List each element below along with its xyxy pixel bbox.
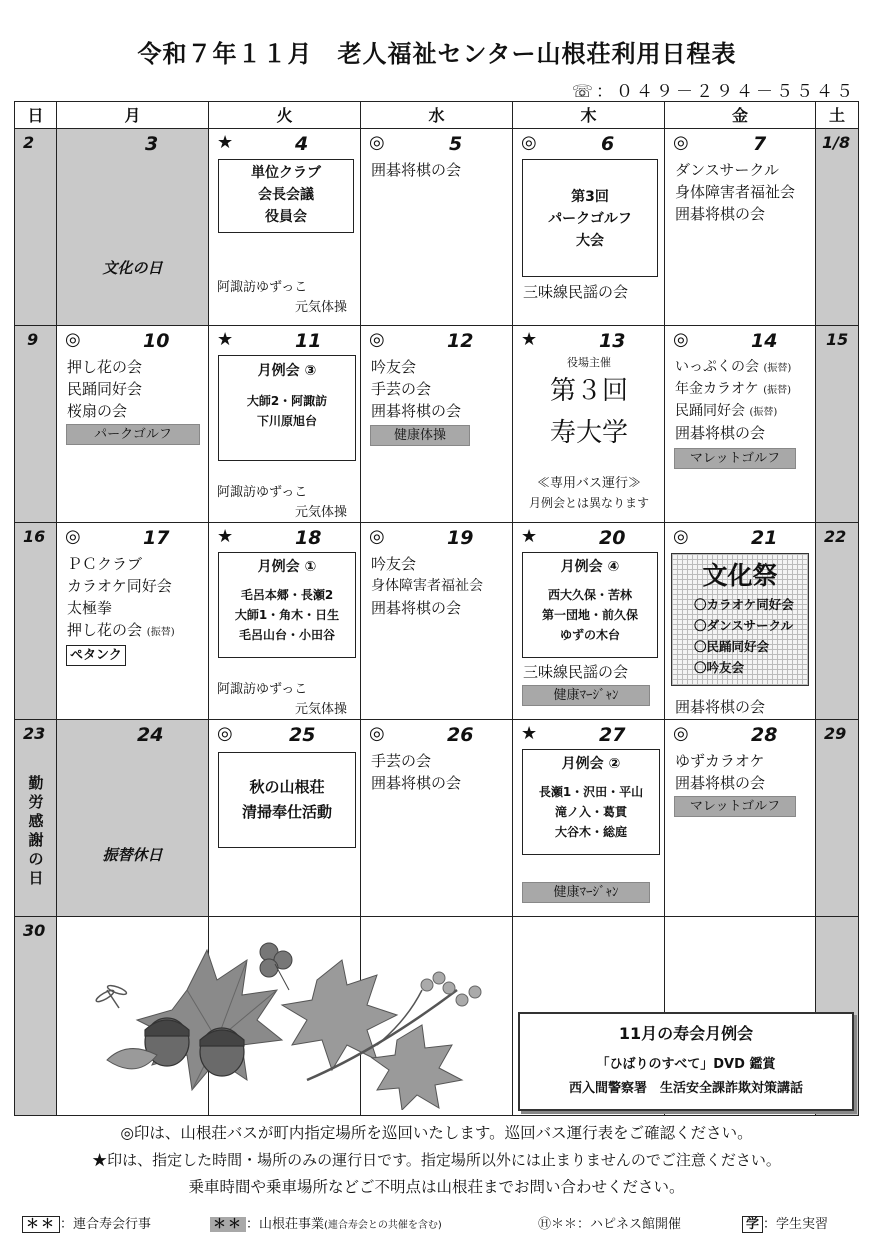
day-cell-19: [361, 523, 513, 720]
day-cell-11: [209, 326, 361, 523]
day-number: 18: [295, 527, 322, 549]
weekday-sat: 土: [816, 102, 858, 129]
monthly-meeting-notice: [518, 1012, 854, 1111]
day-cell-23: [15, 720, 57, 917]
day-cell-13: [513, 326, 665, 523]
event-text: 阿諏訪ゆずっこ: [217, 682, 308, 697]
event-title: 第３回: [549, 376, 628, 406]
circle-icon: ◎: [369, 526, 385, 547]
note-line: 乗車時間や乗車場所などご不明点は山根荘までお問い合わせください。: [188, 1178, 685, 1196]
circle-icon: ◎: [65, 526, 81, 547]
weekday-tue: 火: [209, 102, 361, 129]
circle-icon: ◎: [673, 526, 689, 547]
day-number: 2: [23, 133, 35, 152]
day-number: 12: [447, 330, 474, 352]
day-number: 17: [143, 527, 170, 549]
day-number: 25: [289, 724, 316, 746]
day-number: 15: [826, 330, 849, 349]
holiday-label: 勤労感謝の日: [28, 774, 44, 887]
event-text: 囲碁将棋の会: [371, 774, 462, 792]
event-text: 身体障害者福祉会: [371, 578, 483, 594]
legend-item-student: 学 ：学生実習: [742, 1214, 828, 1236]
event-text: 囲碁将棋の会: [675, 698, 766, 716]
festival-title: 文化祭: [702, 561, 778, 590]
weekday-wed: 水: [361, 102, 513, 129]
day-cell-22: [816, 523, 858, 720]
star-icon: ★: [217, 329, 234, 350]
notice-line: 西入間警察署 生活安全課詐欺対策講話: [568, 1081, 803, 1096]
event-text: 手芸の会: [371, 752, 432, 770]
day-cell-4: [209, 129, 361, 326]
day-cell-17: [57, 523, 209, 720]
event-tag: マレットゴルフ: [674, 796, 796, 817]
star-icon: ★: [521, 329, 538, 350]
circle-icon: ◎: [217, 723, 233, 744]
star-icon: ★: [217, 132, 234, 153]
event-text: 押し花の会: [67, 358, 143, 376]
event-text: ゆずカラオケ: [675, 752, 765, 770]
day-cell-5: [361, 129, 513, 326]
event-text: 三味線民謡の会: [523, 283, 629, 301]
note-line: ★印は、指定した時間・場所のみの運行日です。指定場所以外には止まりませんのでご注意ください。: [92, 1151, 781, 1169]
day-number: 26: [447, 724, 474, 746]
event-text: 吟友会: [371, 358, 417, 376]
event-box: 第3回 パークゴルフ 大会: [522, 159, 658, 277]
day-cell-18: [209, 523, 361, 720]
day-cell-10: [57, 326, 209, 523]
event-tag: パークゴルフ: [66, 424, 200, 445]
day-number: 28: [751, 724, 778, 746]
day-number: 20: [599, 527, 626, 549]
day-cell-25: [209, 720, 361, 917]
bus-notes: [14, 1116, 859, 1214]
star-icon: ★: [521, 723, 538, 744]
event-text: 囲碁将棋の会: [675, 774, 766, 792]
day-cell-6: [513, 129, 665, 326]
event-box: 単位クラブ 会長会議 役員会: [218, 159, 354, 233]
day-number: 23: [23, 724, 46, 743]
event-text: カラオケ同好会: [67, 577, 172, 595]
circle-icon: ◎: [65, 329, 81, 350]
event-box: 月例会 ③ 大師2・阿諏訪 下川原旭台: [218, 355, 356, 461]
event-tag: 健康体操: [370, 425, 470, 446]
star-icon: ★: [521, 526, 538, 547]
event-text: 年金カラオケ (振替): [675, 381, 791, 397]
day-number: 16: [23, 527, 46, 546]
legend: [20, 1214, 860, 1244]
phone-number: ☏：０４９－２９４－５５４５: [571, 82, 856, 102]
notice-line: 「ひばりのすべて」DVD 鑑賞: [596, 1057, 776, 1072]
legend-item-happiness: Ⓗ＊＊：ハピネス館開催: [538, 1217, 682, 1232]
day-number: 21: [751, 527, 778, 549]
event-text: 三味線民謡の会: [523, 663, 629, 681]
event-title: 寿大学: [549, 418, 628, 448]
organizer-label: 役場主催: [567, 356, 611, 369]
day-number: 10: [143, 330, 170, 352]
day-cell-27: [513, 720, 665, 917]
event-text: 手芸の会: [371, 380, 432, 398]
event-box: 月例会 ① 毛呂本郷・長瀬2 大師1・角木・日生 毛呂山台・小田谷: [218, 552, 356, 658]
event-tag: 健康ﾏｰｼﾞｬﾝ: [522, 882, 650, 903]
day-number: 4: [295, 133, 309, 155]
weekday-mon: 月: [57, 102, 209, 129]
page-title: 令和７年１１月 老人福祉センター山根荘利用日程表: [137, 39, 737, 68]
day-cell-15: [816, 326, 858, 523]
star-icon: ★: [217, 526, 234, 547]
day-cell-24: [57, 720, 209, 917]
autumn-leaves-illustration: [77, 930, 517, 1110]
event-tag: 健康ﾏｰｼﾞｬﾝ: [522, 685, 650, 706]
day-number: 22: [824, 527, 847, 546]
day-cell-3: [57, 129, 209, 326]
day-cell-7: [665, 129, 816, 326]
day-number: 6: [601, 133, 615, 155]
day-number: 9: [27, 330, 39, 349]
festival-items: 〇カラオケ同好会 〇ダンスサークル 〇民踊同好会 〇吟友会: [694, 597, 794, 675]
day-number: 1/8: [822, 133, 851, 152]
day-number: 13: [599, 330, 626, 352]
event-note: 月例会とは異なります: [528, 496, 649, 510]
day-cell-2: [15, 129, 57, 326]
holiday-label: 振替休日: [102, 846, 163, 864]
day-number: 11: [295, 330, 322, 352]
event-text: 民踊同好会: [67, 380, 143, 398]
legend-item-box: ＊＊ ：連合寿会行事: [22, 1214, 151, 1236]
day-cell-26: [361, 720, 513, 917]
day-number: 7: [753, 133, 767, 155]
day-number: 27: [599, 724, 626, 746]
event-text: 元気体操: [295, 300, 348, 315]
circle-icon: ◎: [673, 132, 689, 153]
circle-icon: ◎: [521, 132, 537, 153]
day-cell-21: [665, 523, 816, 720]
berries-icon: [421, 972, 481, 1006]
note-line: ◎印は、山根荘バスが町内指定場所を巡回いたします。巡回バス運行表をご確認ください。: [120, 1124, 753, 1142]
day-number: 5: [449, 133, 463, 155]
day-cell-12: [361, 326, 513, 523]
weekday-thu: 木: [513, 102, 665, 129]
notice-title: 11月の寿会月例会: [618, 1024, 754, 1043]
day-number: 14: [751, 330, 778, 352]
event-tag: ペタンク: [66, 645, 126, 666]
event-text: 押し花の会 (振替): [67, 621, 175, 639]
event-text: 元気体操: [295, 505, 348, 520]
day-cell-20: [513, 523, 665, 720]
event-text: 元気体操: [295, 702, 348, 717]
day-number: 24: [137, 724, 164, 746]
circle-icon: ◎: [673, 723, 689, 744]
event-text: 囲碁将棋の会: [675, 205, 766, 223]
day-cell-14: [665, 326, 816, 523]
event-tag: マレットゴルフ: [674, 448, 796, 469]
circle-icon: ◎: [369, 329, 385, 350]
day-number: 3: [145, 133, 159, 155]
event-text: 囲碁将棋の会: [371, 161, 462, 179]
circle-icon: ◎: [369, 723, 385, 744]
day-cell-29: [816, 720, 858, 917]
circle-icon: ◎: [673, 329, 689, 350]
event-box: 月例会 ② 長瀬1・沢田・平山 滝ノ入・葛貫 大谷木・総庭: [522, 749, 660, 855]
day-cell-9: [15, 326, 57, 523]
event-text: いっぷくの会 (振替): [675, 359, 792, 375]
event-text: 吟友会: [371, 555, 417, 573]
clover-icon: [260, 943, 292, 990]
day-cell-16: [15, 523, 57, 720]
day-cell-28: [665, 720, 816, 917]
event-text: 桜扇の会: [67, 402, 128, 420]
event-text: 阿諏訪ゆずっこ: [217, 485, 308, 500]
event-text: 阿諏訪ゆずっこ: [217, 280, 308, 295]
event-text: 身体障害者福祉会: [675, 183, 796, 201]
weekday-fri: 金: [665, 102, 816, 129]
event-text: ダンスサークル: [675, 161, 779, 179]
event-text: 太極拳: [67, 599, 113, 617]
day-number: 29: [824, 724, 847, 743]
holiday-label: 文化の日: [102, 259, 163, 277]
festival-box: [671, 553, 809, 686]
day-cell-8: [816, 129, 858, 326]
event-text: 囲碁将棋の会: [371, 402, 462, 420]
dragonfly-icon: [95, 984, 128, 1008]
circle-icon: ◎: [369, 132, 385, 153]
event-text: 囲碁将棋の会: [371, 599, 462, 617]
day-cell-30: [15, 917, 57, 1115]
day-number: 30: [23, 921, 46, 940]
bus-note: ≪専用バス運行≫: [536, 476, 641, 491]
legend-item-gray: ＊＊ ：山根荘事業(連合寿会との共催を含む): [210, 1214, 442, 1237]
weekday-sun: 日: [15, 102, 57, 129]
event-text: 囲碁将棋の会: [675, 424, 766, 442]
event-text: ＰＣクラブ: [67, 555, 143, 573]
event-box: 秋の山根荘 清掃奉仕活動: [218, 752, 356, 848]
calendar-grid: [14, 101, 859, 1116]
day-number: 19: [447, 527, 474, 549]
event-box: 月例会 ④ 西大久保・苦林 第一団地・前久保 ゆずの木台: [522, 552, 658, 658]
event-text: 民踊同好会 (振替): [675, 403, 778, 419]
